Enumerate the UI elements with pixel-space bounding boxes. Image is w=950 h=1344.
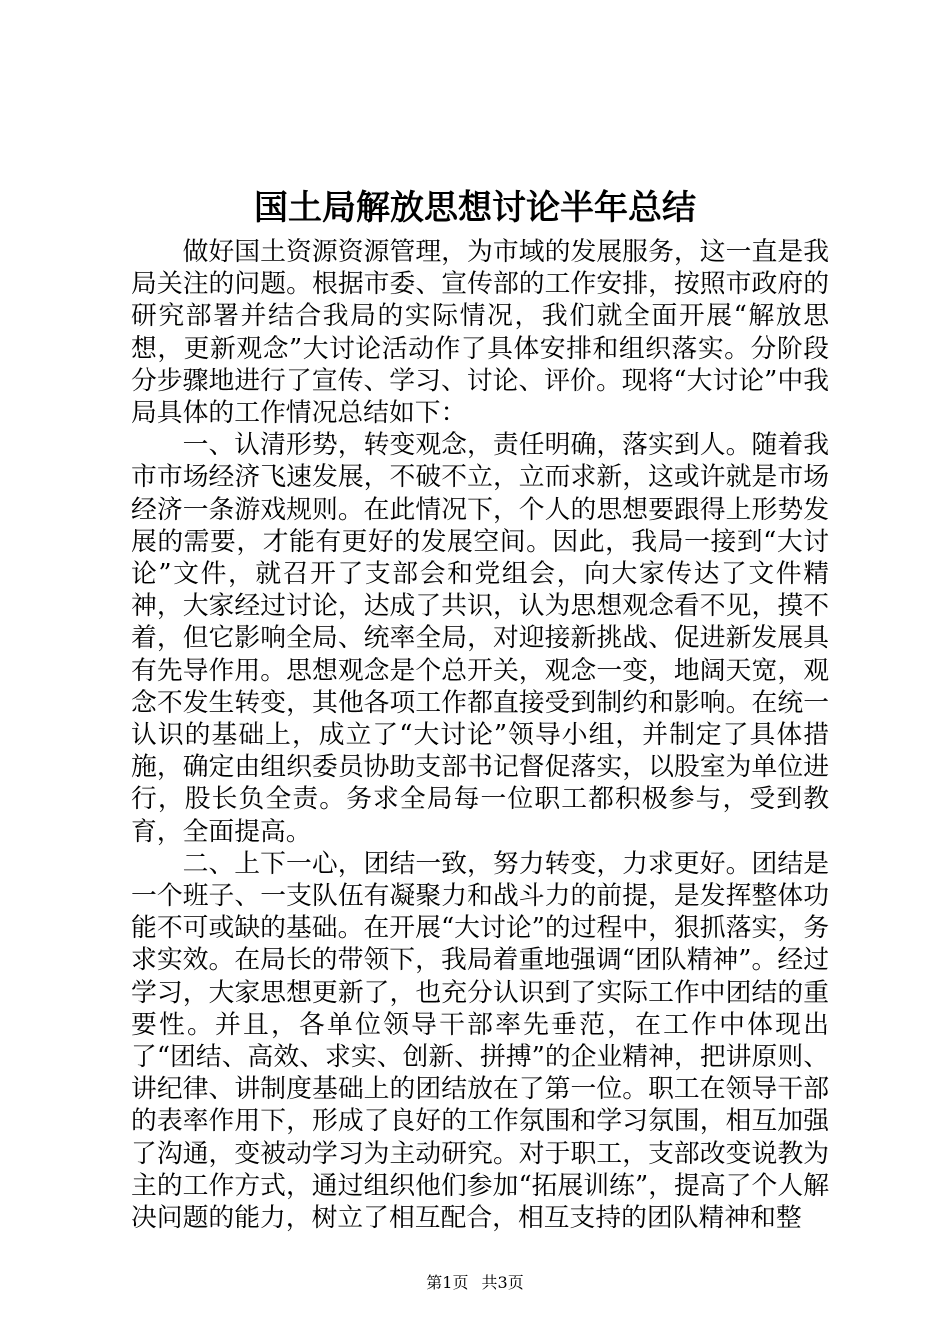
page-total: 共3页 — [481, 1273, 524, 1292]
document-body — [131, 236, 829, 1234]
page-footer — [0, 1272, 950, 1294]
paragraph-section-1: 一、认清形势，转变观念，责任明确，落实到人。随着我市市场经济飞速发展，不破不立，立而求新，这或许就是市场经济一条游戏规则。在此情况下，个人的思想要跟得上形势发展的需要，才能有更好的发展空间。因此，我局一接到“大讨论”文件，就召开了支部会和党组会，向大家传达了文件精神，大家经过讨论，达成了共识，认为思想观念看不见，摸不着，但它影响全局、统率全局，对迎接新挑战、促进新发展具有先导作用。思想观念是个总开关，观念一变，地阔天宽，观念不发生转变，其他各项工作都直接受到制约和影响。在统一认识的基础上，成立了“大讨论”领导小组，并制定了具体措施，确定由组织委员协助支部书记督促落实，以股室为单位进行，股长负全责。务求全局每一位职工都积极参与，受到教育，全面提高。 — [131, 430, 829, 847]
paragraph-section-2: 二、上下一心，团结一致，努力转变，力求更好。团结是一个班子、一支队伍有凝聚力和战斗力的前提，是发挥整体功能不可或缺的基础。在开展“大讨论”的过程中，狠抓落实，务求实效。在局长的带领下，我局着重地强调“团队精神”。经过学习，大家思想更新了，也充分认识到了实际工作中团结的重要性。并且，各单位领导干部率先垂范，在工作中体现出了“团结、高效、求实、创新、拼搏”的企业精神，把讲原则、讲纪律、讲制度基础上的团结放在了第一位。职工在领导干部的表率作用下，形成了良好的工作氛围和学习氛围，相互加强了沟通，变被动学习为主动研究。对于职工，支部改变说教为主的工作方式，通过组织他们参加“拓展训练”，提高了个人解决问题的能力，树立了相互配合，相互支持的团队精神和整 — [131, 848, 829, 1234]
page-number: 第1页 — [426, 1273, 469, 1292]
document-title: 国土局解放思想讨论半年总结 — [254, 188, 696, 228]
paragraph-intro: 做好国土资源资源管理，为市域的发展服务，这一直是我局关注的问题。根据市委、宣传部的工作安排，按照市政府的研究部署并结合我局的实际情况，我们就全面开展“解放思想，更新观念”大讨论活动作了具体安排和组织落实。分阶段分步骤地进行了宣传、学习、讨论、评价。现将“大讨论”中我局具体的工作情况总结如下： — [131, 237, 829, 429]
